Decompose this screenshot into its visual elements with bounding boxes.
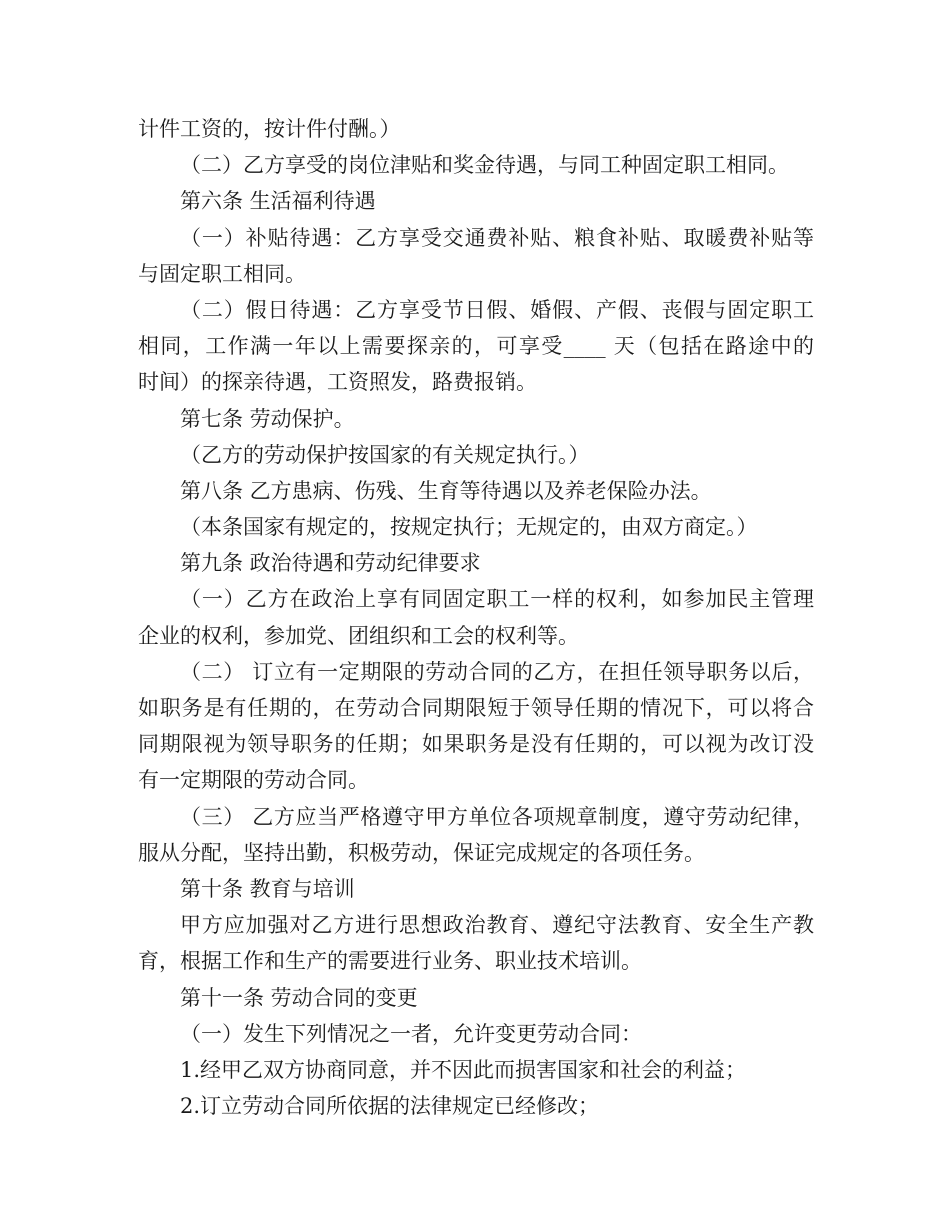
- list-item: 2.订立劳动合同所依据的法律规定已经修改；: [180, 1094, 600, 1119]
- text-line: （二）假日待遇：乙方享受节日假、婚假、产假、丧假与固定职工: [180, 297, 814, 322]
- text-line: 服从分配，坚持出勤，积极劳动，保证完成规定的各项任务。: [138, 840, 705, 865]
- text-line: （三） 乙方应当严格遵守甲方单位各项规章制度，遵守劳动纪律，: [180, 804, 814, 829]
- section-heading: 第九条 政治待遇和劳动纪律要求: [180, 551, 481, 576]
- section-heading: 第十一条 劳动合同的变更: [180, 985, 418, 1010]
- text-line: （二）乙方享受的岗位津贴和奖金待遇，与同工种固定职工相同。: [180, 153, 789, 178]
- section-heading: 第七条 劳动保护。: [180, 406, 355, 431]
- list-item: 1.经甲乙双方协商同意，并不因此而损害国家和社会的利益；: [180, 1057, 747, 1082]
- section-heading: 第六条 生活福利待遇: [180, 189, 376, 214]
- text-line: （乙方的劳动保护按国家的有关规定执行。）: [180, 442, 590, 467]
- text-line: （二） 订立有一定期限的劳动合同的乙方，在担任领导职务以后，: [180, 659, 814, 684]
- section-heading: 第八条 乙方患病、伤残、生育等待遇以及养老保险办法。: [180, 478, 712, 503]
- text-line: （一）补贴待遇：乙方享受交通费补贴、粮食补贴、取暖费补贴等: [180, 225, 814, 250]
- section-heading: 第十条 教育与培训: [180, 876, 355, 901]
- text-line: 时间）的探亲待遇，工资照发，路费报销。: [138, 370, 537, 395]
- text-line: （本条国家有规定的，按规定执行；无规定的，由双方商定。）: [180, 515, 758, 540]
- text-line: 如职务是有任期的，在劳动合同期限短于领导任期的情况下，可以将合: [138, 696, 814, 720]
- text-line: 育，根据工作和生产的需要进行业务、职业技术培训。: [138, 949, 642, 974]
- document-body: [138, 111, 814, 1124]
- text-line: 与固定职工相同。: [138, 261, 306, 286]
- text-line: 甲方应加强对乙方进行思想政治教育、遵纪守法教育、安全生产教: [180, 913, 814, 938]
- text-line: 企业的权利，参加党、团组织和工会的权利等。: [138, 623, 579, 648]
- text-line: 相同，工作满一年以上需要探亲的，可享受____ 天（包括在路途中的: [138, 334, 814, 359]
- text-line: 同期限视为领导职务的任期；如果职务是没有任期的，可以视为改订没: [138, 732, 814, 757]
- text-line: （一）乙方在政治上享有同固定职工一样的权利，如参加民主管理: [180, 587, 814, 612]
- text-line: 有一定期限的劳动合同。: [138, 768, 369, 793]
- text-line: （一）发生下列情况之一者，允许变更劳动合同：: [180, 1021, 642, 1046]
- text-line: 计件工资的，按计件付酬。）: [138, 117, 401, 141]
